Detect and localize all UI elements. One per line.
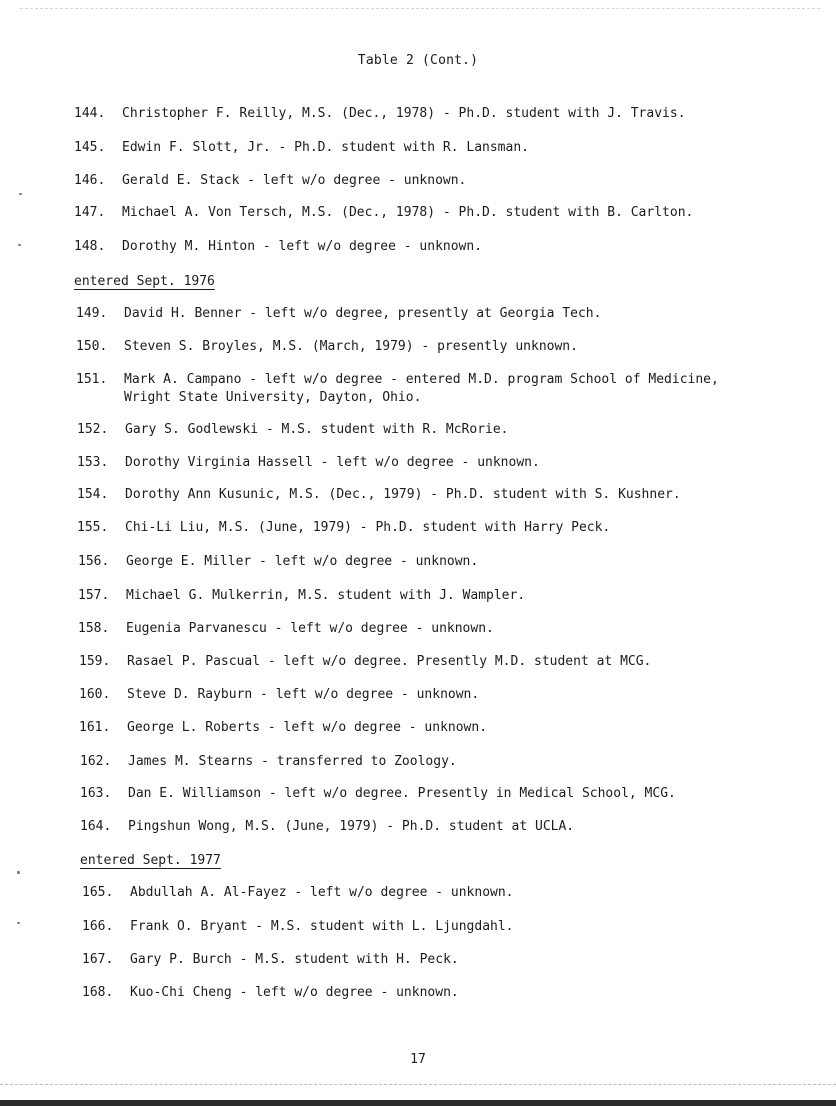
entry-text: Eugenia Parvanescu - left w/o degree - unknown. <box>126 621 494 636</box>
entry-number: 166. <box>82 919 114 934</box>
entry-text: Dorothy M. Hinton - left w/o degree - unknown. <box>122 239 483 254</box>
entry-text: Dorothy Virginia Hassell - left w/o degree - unknown. <box>125 455 540 470</box>
entry-text: Steven S. Broyles, M.S. (March, 1979) - presently unknown. <box>124 339 578 354</box>
entry-number: 145. <box>74 140 106 155</box>
entry-number: 164. <box>80 819 112 834</box>
bottom-scan-band <box>0 1100 836 1106</box>
section-heading-1976: entered Sept. 1976 <box>74 274 215 289</box>
entry-text: David H. Benner - left w/o degree, presently at Georgia Tech. <box>124 306 602 321</box>
entry-text: Pingshun Wong, M.S. (June, 1979) - Ph.D. student at UCLA. <box>128 819 575 834</box>
entry-number: 168. <box>82 985 114 1000</box>
entry-number: 156. <box>78 554 110 569</box>
entry-number: 160. <box>79 687 111 702</box>
entry-text: Christopher F. Reilly, M.S. (Dec., 1978) - Ph.D. student with J. Travis. <box>122 106 686 121</box>
entry-text: Gerald E. Stack - left w/o degree - unknown. <box>122 173 467 188</box>
entry-text: Steve D. Rayburn - left w/o degree - unknown. <box>127 687 480 702</box>
entry-number: 155. <box>77 520 109 535</box>
entry-text: Michael A. Von Tersch, M.S. (Dec., 1978) - Ph.D. student with B. Carlton. <box>122 205 694 220</box>
entry-number: 148. <box>74 239 106 254</box>
page-title: Table 2 (Cont.) <box>357 53 479 68</box>
entry-number: 159. <box>79 654 111 669</box>
entry-text: Michael G. Mulkerrin, M.S. student with J. Wampler. <box>126 588 526 603</box>
entry-text-continued: Wright State University, Dayton, Ohio. <box>124 390 422 405</box>
entry-number: 151. <box>76 372 108 387</box>
scan-speck <box>18 244 21 246</box>
entry-text: Chi-Li Liu, M.S. (June, 1979) - Ph.D. student with Harry Peck. <box>125 520 611 535</box>
scan-speck <box>17 922 20 924</box>
entry-number: 165. <box>82 885 114 900</box>
entry-number: 167. <box>82 952 114 967</box>
bottom-scan-border <box>0 1084 836 1085</box>
entry-text: George L. Roberts - left w/o degree - unknown. <box>127 720 488 735</box>
entry-text: George E. Miller - left w/o degree - unknown. <box>126 554 479 569</box>
entry-number: 162. <box>80 754 112 769</box>
section-heading-1977: entered Sept. 1977 <box>80 853 221 868</box>
entry-text: Gary P. Burch - M.S. student with H. Peck. <box>130 952 459 967</box>
entry-text: James M. Stearns - transferred to Zoology. <box>128 754 457 769</box>
page-number: 17 <box>410 1052 426 1067</box>
entry-text: Mark A. Campano - left w/o degree - entered M.D. program School of Medicine, <box>124 372 719 387</box>
entry-text: Gary S. Godlewski - M.S. student with R. McRorie. <box>125 422 509 437</box>
entry-number: 144. <box>74 106 106 121</box>
entry-number: 163. <box>80 786 112 801</box>
entry-number: 146. <box>74 173 106 188</box>
entry-number: 158. <box>78 621 110 636</box>
entry-number: 150. <box>76 339 108 354</box>
entry-number: 147. <box>74 205 106 220</box>
entry-text: Rasael P. Pascual - left w/o degree. Presently M.D. student at MCG. <box>127 654 652 669</box>
entry-number: 149. <box>76 306 108 321</box>
scan-speck <box>19 193 22 195</box>
entry-number: 153. <box>77 455 109 470</box>
entry-text: Dan E. Williamson - left w/o degree. Presently in Medical School, MCG. <box>128 786 676 801</box>
entry-text: Frank O. Bryant - M.S. student with L. Ljungdahl. <box>130 919 514 934</box>
entry-text: Dorothy Ann Kusunic, M.S. (Dec., 1979) - Ph.D. student with S. Kushner. <box>125 487 681 502</box>
top-scan-border <box>20 8 820 9</box>
entry-number: 154. <box>77 487 109 502</box>
entry-text: Abdullah A. Al-Fayez - left w/o degree - unknown. <box>130 885 514 900</box>
entry-text: Kuo-Chi Cheng - left w/o degree - unknown. <box>130 985 459 1000</box>
entry-number: 161. <box>79 720 111 735</box>
entry-number: 157. <box>78 588 110 603</box>
entry-number: 152. <box>77 422 109 437</box>
scan-speck <box>17 871 20 874</box>
entry-text: Edwin F. Slott, Jr. - Ph.D. student with R. Lansman. <box>122 140 529 155</box>
